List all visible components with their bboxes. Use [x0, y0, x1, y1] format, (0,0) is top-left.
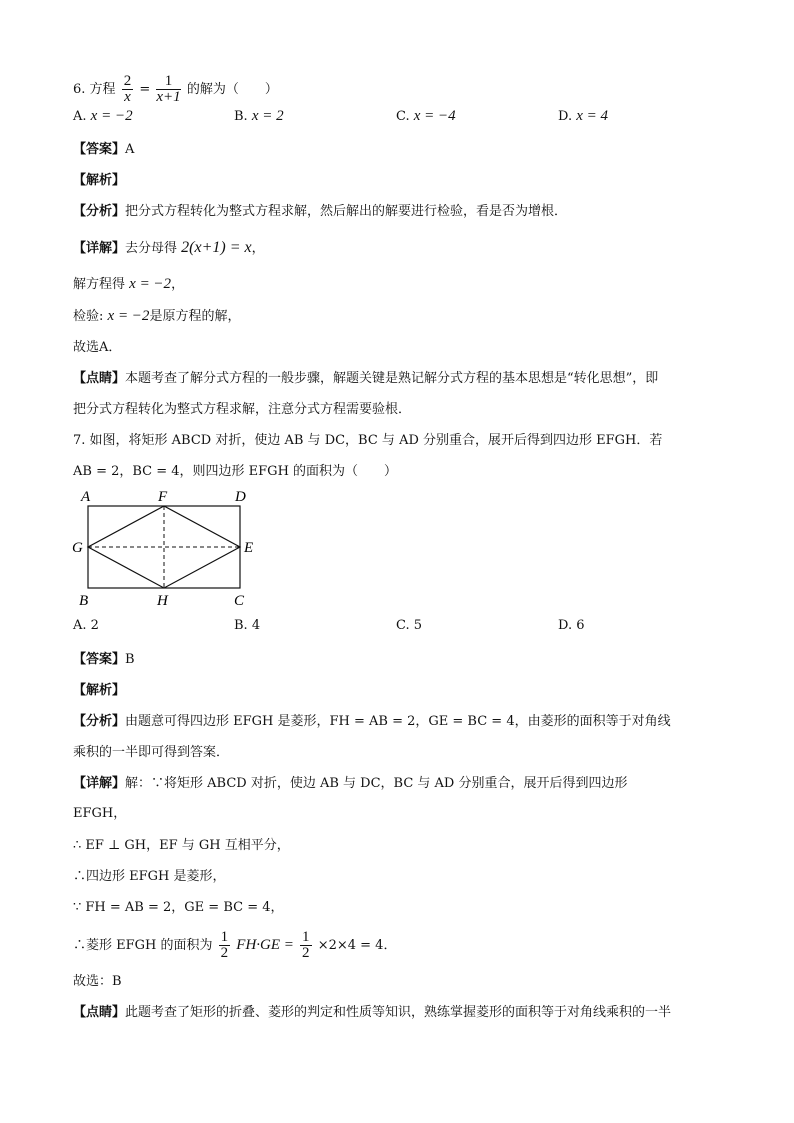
q6-fraction-left	[122, 74, 134, 105]
q7-dianjing-1	[73, 1003, 671, 1023]
detail-math: 2(x+1) = x	[181, 239, 252, 256]
q6-fenxi	[73, 202, 567, 222]
option-value: 4	[251, 618, 261, 633]
q6-frac-right-num: 1	[156, 74, 180, 90]
option-value: x = 2	[251, 108, 284, 124]
option-value: 5	[413, 618, 423, 633]
fenxi-text: 把分式方程转化为整式方程求解，然后解出的解要进行检验，看是否为增根．	[125, 204, 568, 219]
q7-figure	[70, 487, 270, 611]
label-e: E	[244, 540, 254, 556]
detail6-fraction-1	[219, 930, 231, 961]
frac1-num: 1	[220, 929, 229, 945]
q7-option-c	[396, 618, 422, 633]
label-h: H	[157, 593, 168, 609]
q6-stem-post: 的解为（ ）	[186, 82, 278, 97]
label-f: F	[158, 489, 168, 505]
q6-answer	[73, 140, 134, 160]
option-label: A.	[73, 618, 87, 633]
detail6-pre: ∴菱形 EFGH 的面积为	[73, 938, 213, 953]
dianjing-text: 本题考查了解分式方程的一般步骤，解题关键是熟记解分式方程的基本思想是“转化思想”，即	[125, 371, 659, 386]
q6-stem-pre: 方程	[89, 82, 116, 97]
q6-option-d	[558, 108, 608, 125]
q7-fenxi-2: 乘积的一半即可得到答案．	[73, 745, 230, 760]
q6-fraction-right	[156, 74, 180, 105]
analysis-tag: 【解析】	[73, 173, 126, 188]
label-a: A	[81, 489, 91, 505]
option-value: 6	[576, 618, 585, 633]
fenxi-tag: 【分析】	[73, 204, 126, 219]
label-b: B	[79, 593, 89, 609]
option-label: D.	[558, 109, 573, 124]
q7-detail-2: EFGH，	[73, 806, 127, 821]
frac2-den: 2	[302, 945, 310, 961]
q6-analysis-heading	[73, 171, 125, 191]
q7-fenxi-1	[73, 712, 671, 732]
dianjing-text: 此题考查了矩形的折叠、菱形的判定和性质等知识，熟练掌握菱形的面积等于对角线乘积的一半	[125, 1005, 672, 1020]
label-c: C	[234, 593, 245, 609]
q7-detail-3: ∴ EF ⊥ GH，EF 与 GH 互相平分，	[73, 838, 290, 853]
answer-tag: 【答案】	[73, 142, 126, 157]
option-label: B.	[234, 618, 248, 633]
q6-detail	[73, 238, 265, 259]
q6-equals: =	[139, 82, 151, 97]
detail6-fraction-2	[300, 930, 312, 961]
detail-end: ，	[251, 241, 265, 256]
detail-text: 去分母得	[125, 241, 178, 256]
q6-step1	[73, 274, 184, 295]
option-value: x = 4	[576, 108, 609, 124]
q7-answer	[73, 650, 135, 670]
step2-math: x = −2	[107, 308, 150, 324]
answer-value: B	[125, 652, 135, 667]
label-d: D	[235, 489, 246, 505]
q6-step2	[73, 306, 240, 327]
q6-frac-right-den: x+1	[156, 89, 181, 105]
q6-option-b	[234, 108, 284, 125]
q7-choose: 故选：B	[73, 974, 122, 989]
detail-tag: 【详解】	[73, 776, 126, 791]
option-label: C.	[396, 109, 410, 124]
q6-option-c	[396, 108, 456, 125]
option-label: D.	[558, 618, 573, 633]
q7-detail-1	[73, 774, 628, 794]
q7-option-a	[73, 618, 99, 633]
detail-text: 解：∵将矩形 ABCD 对折，使边 AB 与 DC，BC 与 AD 分别重合，展开后得到四边形	[125, 776, 628, 791]
step1-text: 解方程得	[73, 277, 126, 292]
q7-stem-2: AB = 2，BC = 4，则四边形 EFGH 的面积为（ ）	[73, 464, 398, 479]
q7-option-b	[234, 618, 260, 633]
option-value: 2	[90, 618, 99, 633]
q6-number: 6.	[73, 82, 86, 97]
detail6-post: ×2×4 = 4．	[317, 938, 397, 953]
step1-end: ，	[171, 277, 185, 292]
q7-detail-4: ∴四边形 EFGH 是菱形，	[73, 869, 226, 884]
frac1-den: 2	[220, 945, 229, 961]
detail6-mid: FH·GE =	[236, 937, 294, 953]
option-value: x = −4	[413, 108, 456, 124]
q7-option-d	[558, 618, 585, 633]
analysis-tag: 【解析】	[73, 683, 126, 698]
q7-detail-6	[73, 930, 396, 961]
q7-stem-1: 7. 如图，将矩形 ABCD 对折，使边 AB 与 DC，BC 与 AD 分别重合，展开后得到四边形 EFGH．若	[73, 433, 663, 448]
dianjing-tag: 【点睛】	[73, 371, 126, 386]
frac2-num: 1	[302, 929, 310, 945]
option-label: A.	[73, 109, 87, 124]
dianjing-tag: 【点睛】	[73, 1005, 126, 1020]
step2-text: 检验:	[73, 309, 104, 324]
q6-dianjing-2: 把分式方程转化为整式方程求解，注意分式方程需要验根．	[73, 402, 412, 417]
answer-tag: 【答案】	[73, 652, 126, 667]
step2-end: 是原方程的解，	[149, 309, 241, 324]
option-value: x = −2	[90, 108, 133, 124]
q6-frac-left-num: 2	[123, 73, 132, 89]
option-label: C.	[396, 618, 410, 633]
q6-option-a	[73, 108, 133, 125]
q6-choose: 故选A．	[73, 340, 122, 355]
fenxi-text: 由题意可得四边形 EFGH 是菱形，FH = AB = 2，GE = BC = 4，由菱形的面积等于对角线	[125, 714, 671, 729]
detail-tag: 【详解】	[73, 241, 126, 256]
q6-stem	[73, 74, 278, 105]
answer-value: A	[125, 142, 135, 157]
option-label: B.	[234, 109, 248, 124]
step1-math: x = −2	[129, 276, 172, 292]
q6-dianjing-1	[73, 369, 658, 389]
fenxi-tag: 【分析】	[73, 714, 126, 729]
q6-frac-left-den: x	[124, 89, 131, 105]
q7-detail-5: ∵ FH = AB = 2，GE = BC = 4，	[73, 900, 284, 915]
label-g: G	[72, 540, 83, 556]
q7-analysis-heading	[73, 681, 125, 701]
